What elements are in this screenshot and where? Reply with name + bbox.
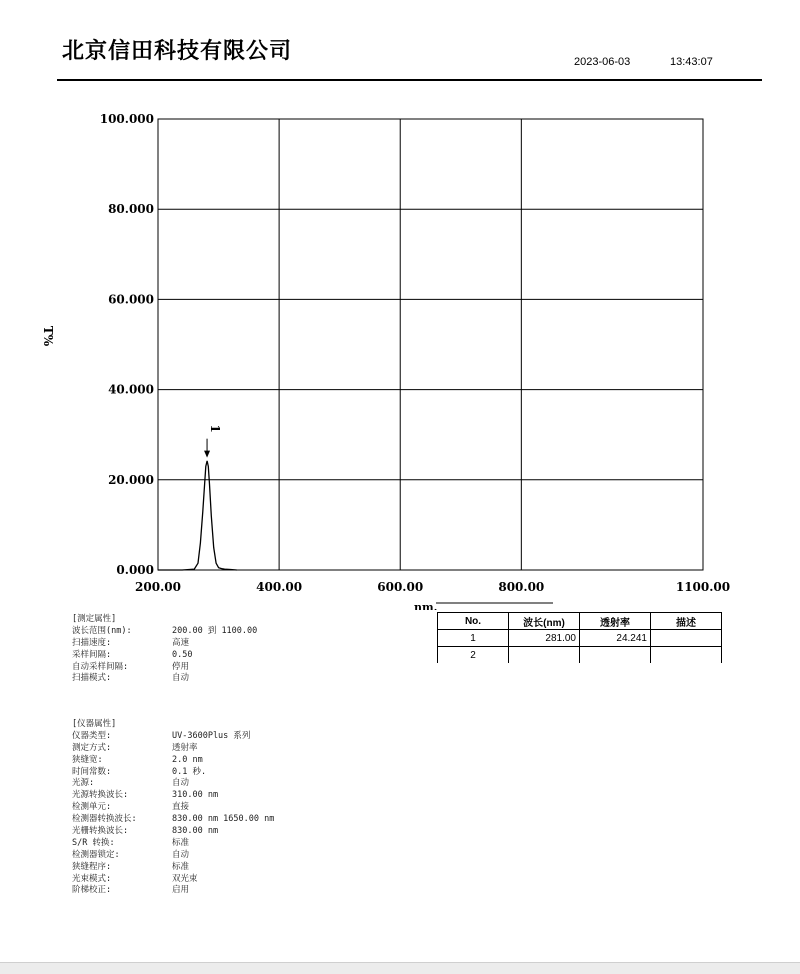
peak-marker-arrow (204, 451, 210, 458)
x-tick-label: 1100.00 (675, 580, 731, 594)
print-date: 2023-06-03 (574, 56, 631, 68)
y-tick-label: 80.000 (108, 202, 154, 217)
y-tick-label: 0.000 (116, 563, 154, 577)
cell-wavelength (509, 647, 580, 664)
y-tick-label: 20.000 (108, 472, 154, 487)
y-tick-labels (100, 112, 154, 577)
peak-markers (204, 424, 222, 457)
cell-description (651, 647, 722, 664)
x-tick-label: 600.00 (377, 580, 424, 594)
x-tick-labels (135, 580, 730, 594)
table-row (438, 647, 722, 664)
grid (158, 119, 703, 570)
bottom-scroll-bar[interactable] (0, 962, 800, 974)
x-axis-label: nm. (414, 601, 438, 610)
cell-wavelength: 281.00 (509, 630, 580, 647)
company-name: 北京信田科技有限公司 (62, 38, 293, 64)
x-tick-label: 200.00 (135, 580, 181, 594)
y-tick-label: 40.000 (108, 382, 154, 397)
cell-transmittance: 24.241 (580, 630, 651, 647)
table-header-row (438, 613, 722, 630)
y-axis-label: T% (41, 325, 55, 347)
x-tick-label: 400.00 (256, 580, 303, 594)
col-wavelength: 波长(nm) (509, 613, 580, 630)
y-tick-label: 60.000 (108, 292, 154, 307)
x-tick-label: 800.00 (498, 580, 545, 594)
col-transmittance: 透射率 (580, 613, 651, 630)
peak-label: 1 (208, 424, 223, 433)
table-row (438, 630, 722, 647)
col-no: No. (438, 613, 509, 630)
plot-frame (158, 119, 703, 570)
print-time: 13:43:07 (670, 56, 713, 68)
cell-description (651, 630, 722, 647)
col-description: 描述 (651, 613, 722, 630)
y-tick-label: 100.000 (99, 112, 154, 126)
spectrum-curve (158, 461, 237, 570)
cell-no: 1 (438, 630, 509, 647)
cell-no: 2 (438, 647, 509, 664)
peak-table (437, 612, 722, 663)
cell-transmittance (580, 647, 651, 664)
